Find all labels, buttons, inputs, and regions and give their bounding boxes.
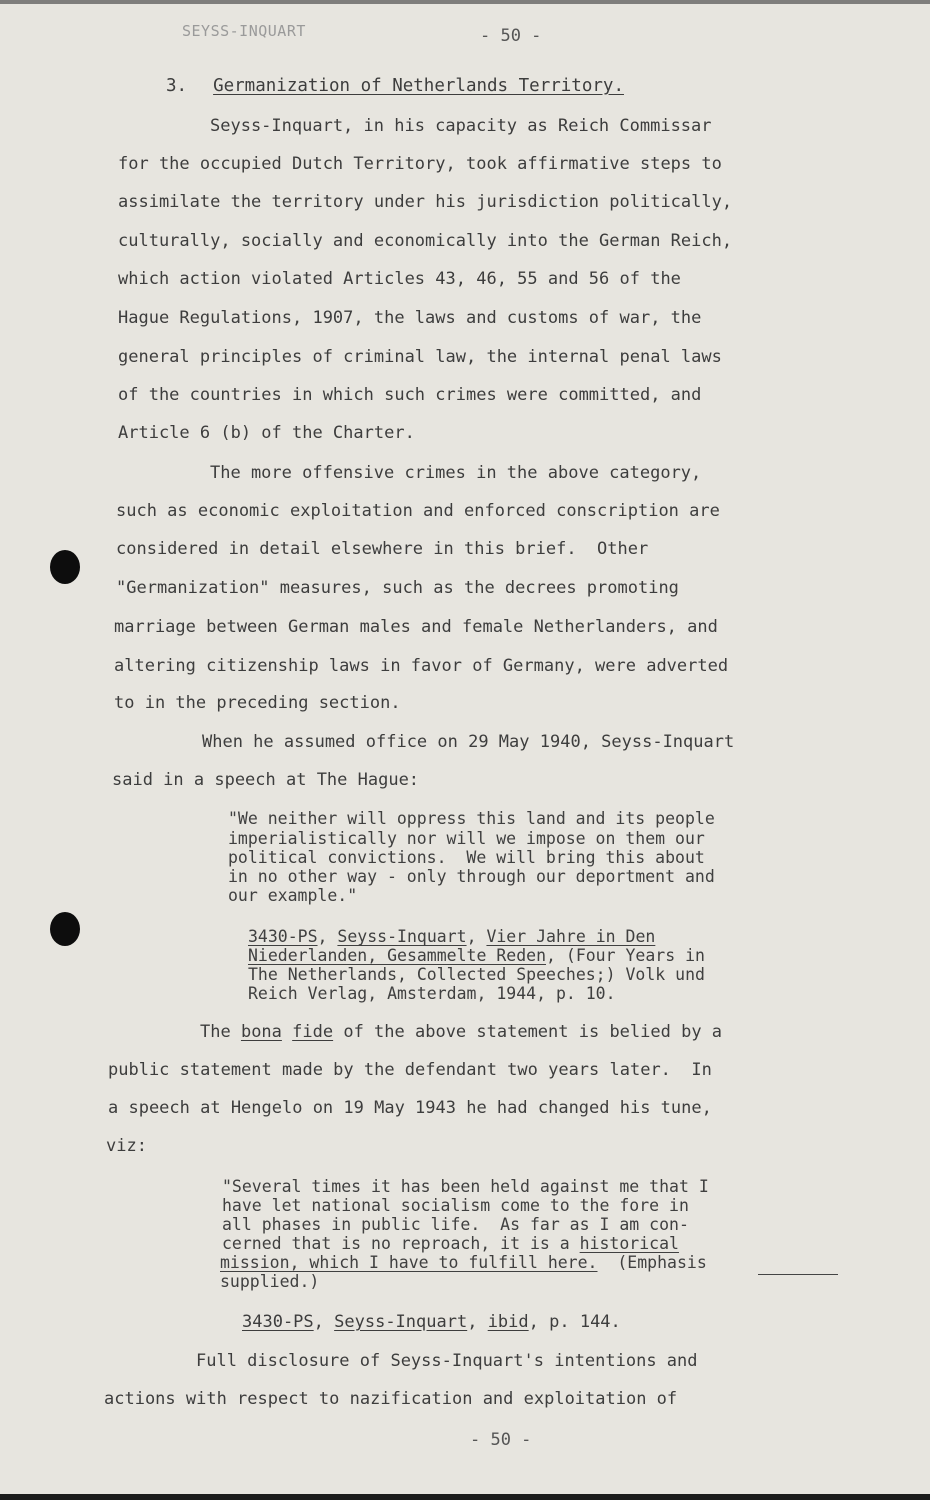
quote-line: "Several times it has been held against me that I (222, 1177, 709, 1196)
quote-line: in no other way - only through our deportment and (228, 867, 715, 886)
quote-text: cerned that is no reproach, it is a (222, 1234, 580, 1253)
paragraph-line: culturally, socially and economically into the German Reich, (118, 231, 733, 251)
paragraph-line: actions with respect to nazification and exploitation of (104, 1389, 678, 1409)
paragraph-line: The more offensive crimes in the above category, (210, 463, 702, 483)
footer-page-number: - 50 - (470, 1430, 532, 1450)
citation-ibid: ibid (487, 1312, 529, 1332)
header-defendant-name: SEYSS-INQUART (182, 22, 306, 40)
header-page-number: - 50 - (480, 26, 542, 46)
quote-line: all phases in public life. As far as I am con- (222, 1215, 689, 1234)
citation-page: p. 144. (549, 1312, 621, 1332)
paragraph-line: marriage between German males and female Netherlanders, and (114, 617, 718, 637)
citation-title: Vier Jahre in Den (486, 927, 656, 946)
quote-line: supplied.) (220, 1272, 320, 1291)
paragraph-line: altering citizenship laws in favor of Germany, were adverted (114, 656, 729, 676)
citation-doc: 3430-PS (242, 1312, 314, 1332)
paragraph-line: to in the preceding section. (114, 693, 401, 713)
punch-hole-icon (50, 912, 80, 946)
paragraph-text: The (200, 1022, 241, 1042)
paragraph-line: general principles of criminal law, the internal penal laws (118, 347, 722, 367)
quote-text: (Emphasis (597, 1253, 707, 1272)
paragraph-line: "Germanization" measures, such as the decrees promoting (116, 578, 679, 598)
paragraph-line: which action violated Articles 43, 46, 55 and 56 of the (118, 269, 681, 289)
page-top-edge (0, 0, 930, 4)
citation-text: , (Four Years in (546, 946, 705, 965)
section-heading (166, 76, 624, 96)
paragraph-line: public statement made by the defendant two years later. In (108, 1060, 712, 1080)
emphasis-text: historical (579, 1234, 679, 1253)
quote-line: have let national socialism come to the fore in (222, 1196, 689, 1215)
paragraph-line: Full disclosure of Seyss-Inquart's intentions and (196, 1351, 698, 1371)
paragraph-line: considered in detail elsewhere in this brief. Other (116, 539, 649, 559)
paragraph-line: When he assumed office on 29 May 1940, Seyss-Inquart (202, 732, 735, 752)
citation-author: Seyss-Inquart (334, 1312, 468, 1332)
latin-term: fide (292, 1022, 334, 1042)
quote-line: political convictions. We will bring this about (228, 848, 705, 867)
citation-line (248, 948, 705, 965)
paragraph-text: of the above statement is belied by a (333, 1022, 723, 1042)
paragraph-line: viz: (106, 1136, 147, 1156)
quote-line: "We neither will oppress this land and its people (228, 809, 715, 828)
paragraph-line (200, 1022, 722, 1042)
citation-line: The Netherlands, Collected Speeches;) Volk und (248, 965, 705, 984)
citation-line: Reich Verlag, Amsterdam, 1944, p. 10. (248, 984, 616, 1003)
paragraph-line: Hague Regulations, 1907, the laws and customs of war, the (118, 308, 702, 328)
section-title: Germanization of Netherlands Territory. (213, 76, 624, 96)
section-number: 3. (166, 76, 188, 96)
citation-line: 3430-PS, Seyss-Inquart, ibid, p. 144. (242, 1312, 621, 1332)
quote-line: imperialistically nor will we impose on them our (228, 829, 705, 848)
citation-title: Niederlanden, Gesammelte Reden (248, 946, 547, 965)
citation-author: Seyss-Inquart (337, 927, 467, 946)
paragraph-line: said in a speech at The Hague: (112, 770, 420, 790)
quote-line (220, 1255, 707, 1272)
quote-line: our example." (228, 886, 358, 905)
paragraph-line: of the countries in which such crimes were committed, and (118, 385, 702, 405)
page-bottom-edge (0, 1494, 930, 1500)
citation-line: 3430-PS, Seyss-Inquart, Vier Jahre in Den (248, 927, 656, 946)
punch-hole-icon (50, 550, 80, 584)
paragraph-line: assimilate the territory under his jurisdiction politically, (118, 192, 733, 212)
emphasis-text: mission, which I have to fulfill here. (220, 1253, 598, 1272)
pen-mark (758, 1274, 838, 1275)
paragraph-line: Seyss-Inquart, in his capacity as Reich Commissar (210, 116, 712, 136)
paragraph-line: a speech at Hengelo on 19 May 1943 he had changed his tune, (108, 1098, 712, 1118)
quote-line (222, 1236, 679, 1253)
latin-term: bona (240, 1022, 282, 1042)
paragraph-line: Article 6 (b) of the Charter. (118, 423, 415, 443)
citation-doc: 3430-PS (248, 927, 318, 946)
paragraph-line: such as economic exploitation and enforced conscription are (116, 501, 720, 521)
paragraph-line: for the occupied Dutch Territory, took affirmative steps to (118, 154, 722, 174)
